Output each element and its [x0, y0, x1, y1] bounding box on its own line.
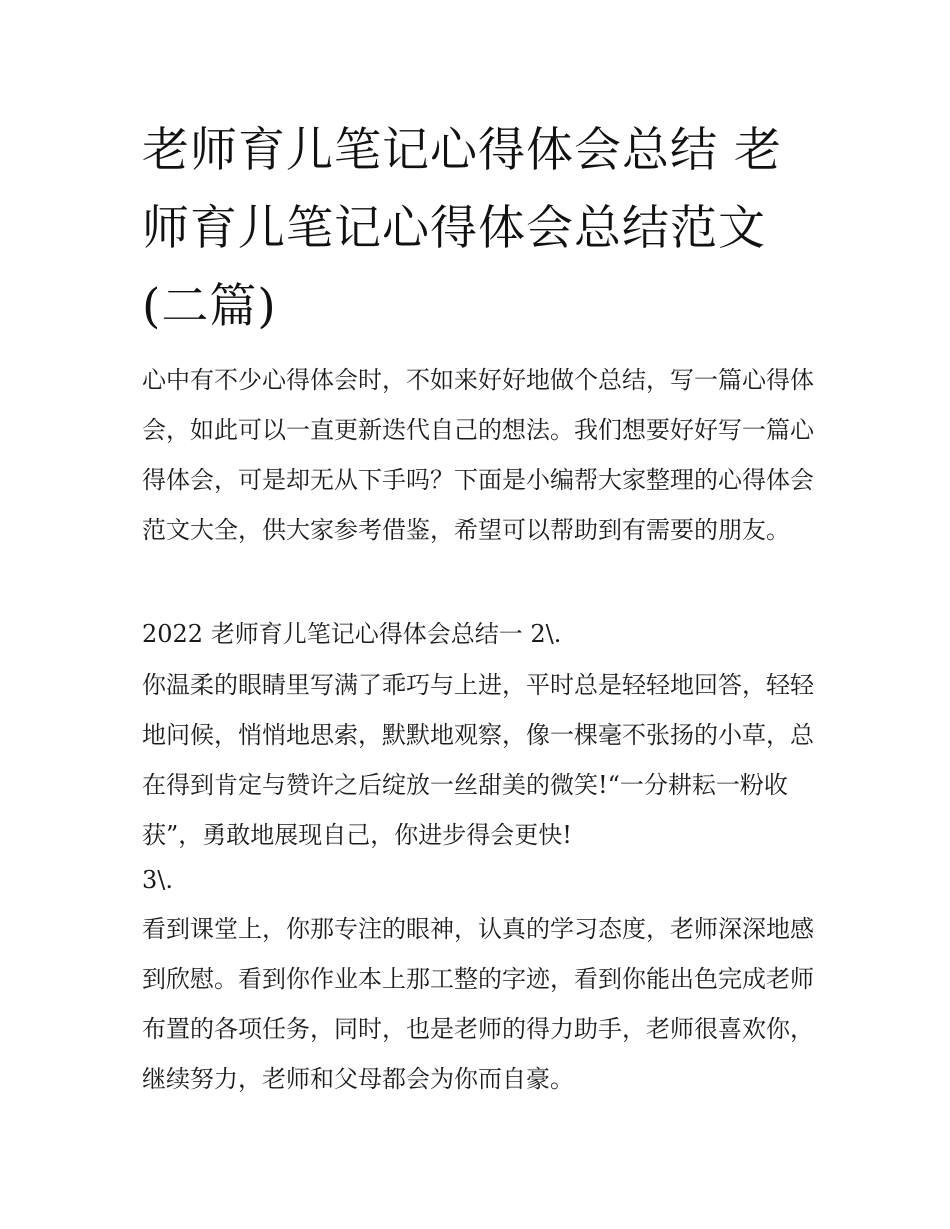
paragraph-1: 你温柔的眼睛里写满了乖巧与上进，平时总是轻轻地回答，轻轻地问候，悄悄地思索，默默地观察，像一棵毫不张扬的小草，总在得到肯定与赞许之后绽放一丝甜美的微笑!“一分耕耘一粉收获”，勇敢地展现自己，你进步得会更快!	[142, 671, 814, 849]
document-title: 老师育儿笔记心得体会总结 老师育儿笔记心得体会总结范文(二篇)	[142, 123, 782, 334]
intro-paragraph: 心中有不少心得体会时，不如来好好地做个总结，写一篇心得体会，如此可以一直更新迭代自己的想法。我们想要好好写一篇心得体会，可是却无从下手吗？下面是小编帮大家整理的心得体会范文大全，供大家参考借鉴，希望可以帮助到有需要的朋友。	[142, 366, 814, 544]
section-heading: 2022 老师育儿笔记心得体会总结一 2\.	[142, 620, 562, 648]
paragraph-2: 看到课堂上，你那专注的眼神，认真的学习态度，老师深深地感到欣慰。看到你作业本上那工整的字迹，看到你能出色完成老师布置的各项任务，同时，也是老师的得力助手，老师很喜欢你，继续努力，老师和父母都会为你而自豪。	[142, 915, 814, 1093]
item-number: 3\.	[142, 866, 173, 894]
